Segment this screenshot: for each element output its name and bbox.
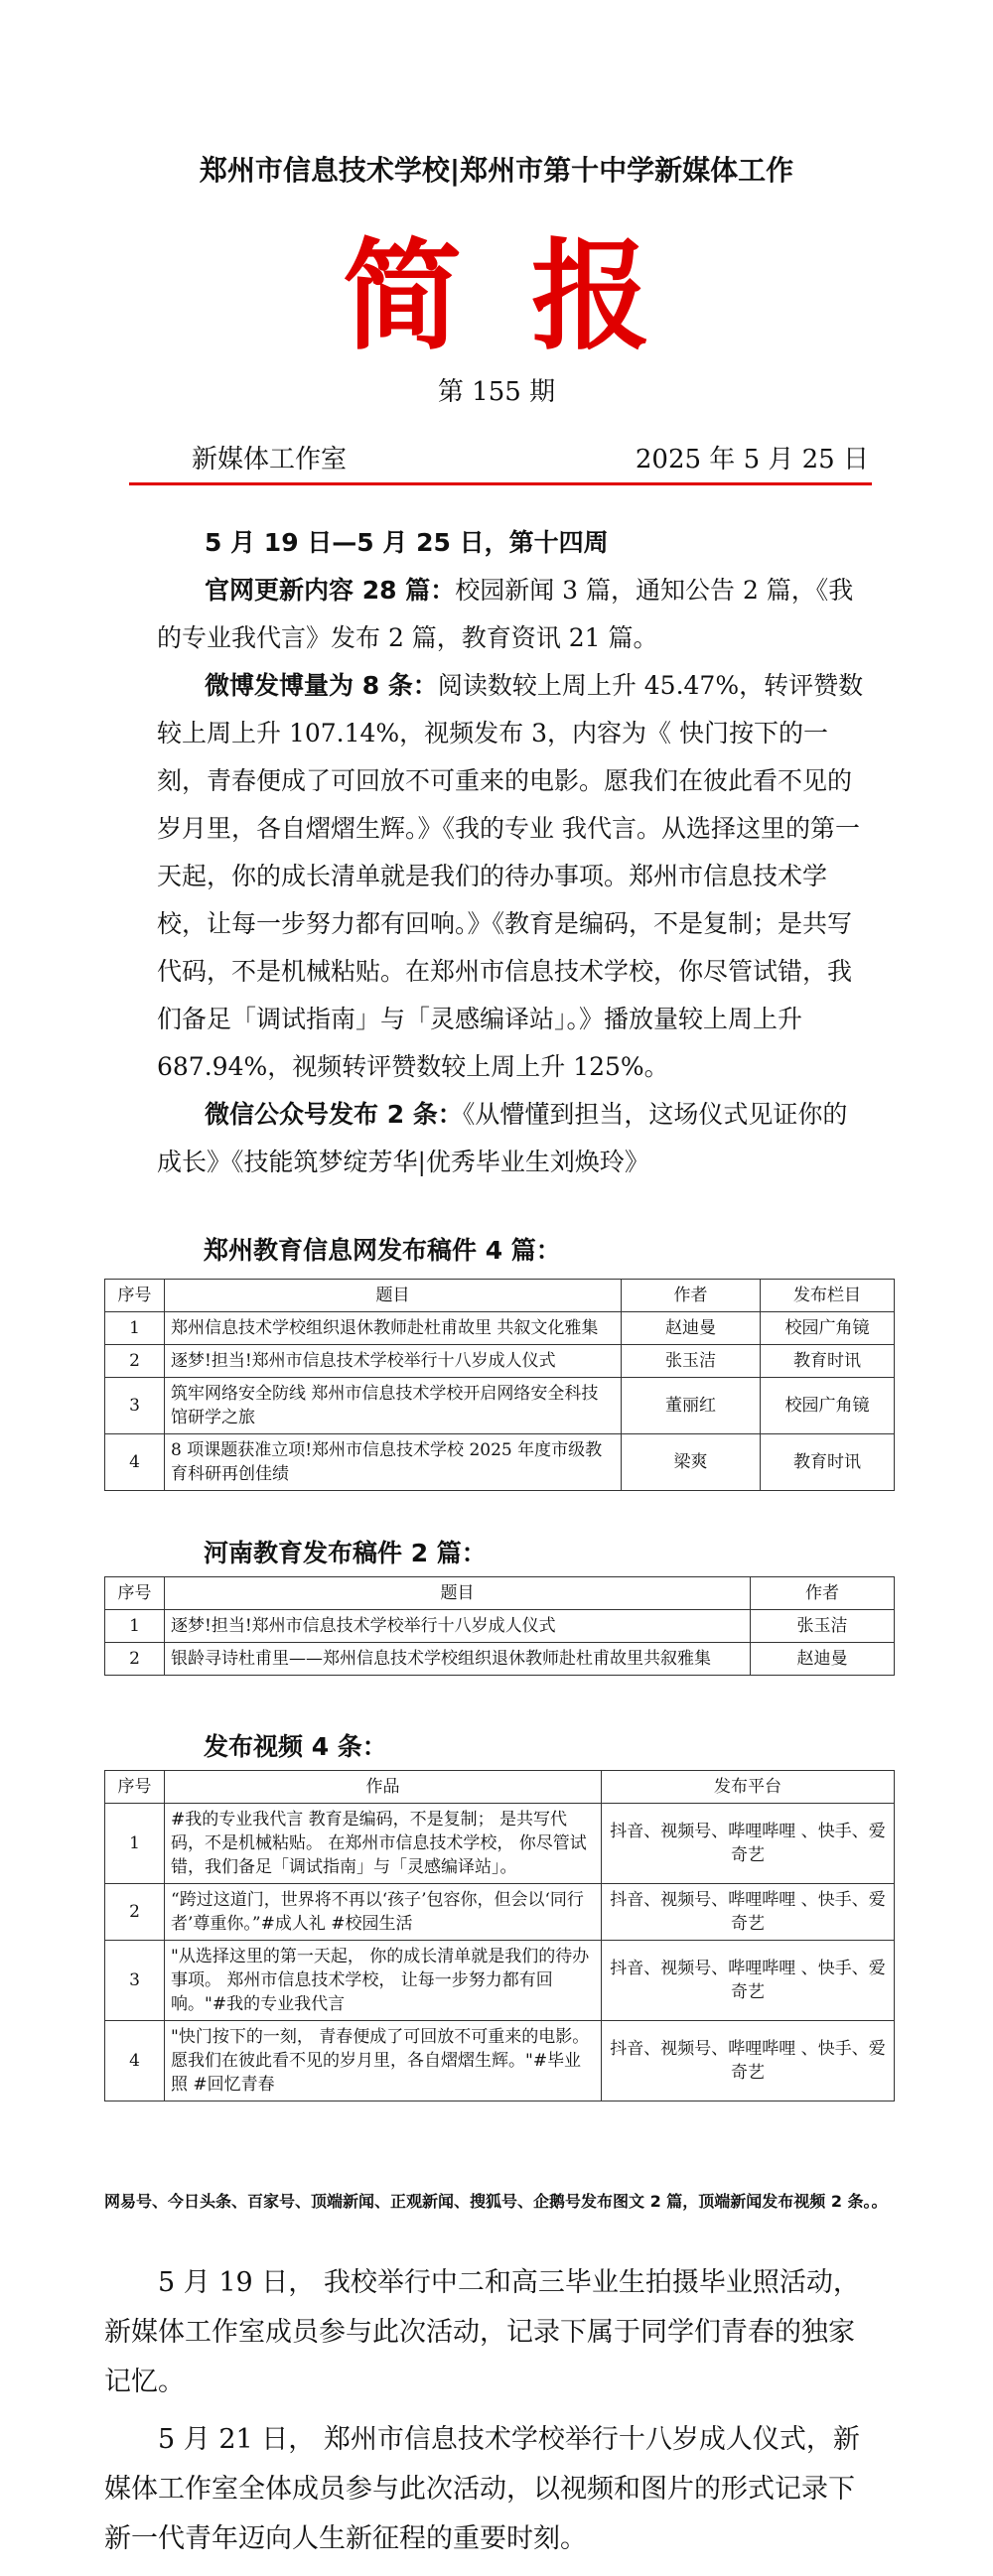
table-row — [105, 2021, 895, 2101]
weibo-label: 微博发博量为 8 条： — [205, 671, 438, 700]
cell-index: 4 — [105, 2021, 165, 2101]
cell-title: 逐梦!担当!郑州市信息技术学校举行十八岁成人仪式 — [165, 1610, 751, 1643]
table-row — [105, 1345, 895, 1378]
wechat-label: 微信公众号发布 2 条： — [205, 1100, 463, 1129]
table-header-row — [105, 1577, 895, 1610]
events-section — [104, 2258, 879, 2572]
wechat-paragraph — [157, 1091, 872, 1186]
red-divider — [129, 482, 872, 485]
cell-index: 2 — [105, 1884, 165, 1941]
publish-date: 2025 年 5 月 25 日 — [635, 445, 869, 475]
table-row — [105, 1884, 895, 1941]
column-header: 题目 — [165, 1577, 751, 1610]
table-header-row — [105, 1771, 895, 1804]
event-paragraph: 5 月 19 日， 我校举行中二和高三毕业生拍摄毕业照活动，新媒体工作室成员参与此次活动，记录下属于同学们青春的独家记忆。 — [104, 2267, 860, 2397]
cell-author: 张玉洁 — [622, 1345, 761, 1378]
table2 — [104, 1576, 895, 1676]
org-title: 郑州市信息技术学校|郑州市第十中学新媒体工作 — [199, 154, 794, 187]
column-header: 发布平台 — [602, 1771, 895, 1804]
cell-author: 赵迪曼 — [622, 1312, 761, 1345]
week-heading: 5 月 19 日—5 月 25 日，第十四周 — [205, 528, 609, 557]
table1 — [104, 1279, 895, 1491]
cell-title: 筑牢网络安全防线 郑州市信息技术学校开启网络安全科技馆研学之旅 — [165, 1378, 622, 1434]
platform-note: 网易号、今日头条、百家号、顶端新闻、正观新闻、搜狐号、企鹅号发布图文 2 篇，顶端新闻发布视频 2 条。。 — [104, 2192, 888, 2211]
cell-column: 校园广角镜 — [761, 1378, 895, 1434]
issue-number: 第 155 期 — [437, 377, 556, 407]
table-row — [105, 1941, 895, 2021]
column-header: 序号 — [105, 1577, 165, 1610]
cell-author: 董丽红 — [622, 1378, 761, 1434]
cell-work: #我的专业我代言 教育是编码，不是复制； 是共写代码，不是机械粘贴。 在郑州市信息技术学校， 你尽管试错，我们备足「调试指南」与「灵感编译站」。 — [165, 1804, 602, 1884]
cell-column: 教育时讯 — [761, 1434, 895, 1491]
table1-title: 郑州教育信息网发布稿件 4 篇： — [204, 1236, 561, 1265]
table2-title: 河南教育发布稿件 2 篇： — [204, 1539, 487, 1567]
cell-title: 郑州信息技术学校组织退休教师赴杜甫故里 共叙文化雅集 — [165, 1312, 622, 1345]
table-row — [105, 1804, 895, 1884]
site-text: 校园新闻 3 篇，通知公告 2 篇，《我的专业我代言》发布 2 篇，教育资讯 21 篇。 — [157, 576, 854, 652]
weibo-text: 阅读数较上周上升 45.47%，转评赞数较上周上升 107.14%，视频发布 3，内容为《 快门按下的一刻，青春便成了可回放不可重来的电影。愿我们在彼此看不见的岁月里，各自熠熠生辉。》《我的专业 我代言。从选择这里的第一天起，你的成长清单就是我们的待办事项。郑州市信息技术学校，让每一步努力都有回响。》《教育是编码，不是复制；是共写代码，不是机械粘贴。在郑州市信息技术学校，你尽管试错，我们备足「调试指南」与「灵感编译站」。》播放量较上周上升 687.94%，视频转评赞数较上周上升 125%。 — [157, 671, 864, 1081]
cell-column: 校园广角镜 — [761, 1312, 895, 1345]
cell-platform: 抖音、视频号、哔哩哔哩 、快手、爱奇艺 — [602, 1884, 895, 1941]
cell-index: 2 — [105, 1643, 165, 1676]
table-row — [105, 1610, 895, 1643]
table3 — [104, 1770, 895, 2101]
weibo-paragraph — [157, 662, 872, 1091]
site-paragraph — [157, 567, 872, 662]
table-row — [105, 1378, 895, 1434]
cell-index: 4 — [105, 1434, 165, 1491]
column-header: 序号 — [105, 1280, 165, 1312]
cell-work: "快门按下的一刻， 青春便成了可回放不可重来的电影。愿我们在彼此看不见的岁月里，各自熠熠生辉。"#毕业照 #回忆青春 — [165, 2021, 602, 2101]
cell-index: 1 — [105, 1312, 165, 1345]
column-header: 发布栏目 — [761, 1280, 895, 1312]
masthead-title: 简报 — [343, 228, 720, 366]
cell-title: 8 项课题获准立项!郑州市信息技术学校 2025 年度市级教育科研再创佳绩 — [165, 1434, 622, 1491]
event-paragraph: 5 月 21 日， 郑州市信息技术学校举行十八岁成人仪式，新媒体工作室全体成员参与此次活动，以视频和图片的形式记录下新一代青年迈向人生新征程的重要时刻。 — [104, 2424, 860, 2554]
cell-platform: 抖音、视频号、哔哩哔哩 、快手、爱奇艺 — [602, 1804, 895, 1884]
studio-name: 新媒体工作室 — [192, 445, 348, 475]
cell-index: 3 — [105, 1378, 165, 1434]
column-header: 作者 — [751, 1577, 895, 1610]
table-row — [105, 1312, 895, 1345]
table-row — [105, 1643, 895, 1676]
cell-index: 1 — [105, 1804, 165, 1884]
column-header: 序号 — [105, 1771, 165, 1804]
column-header: 作者 — [622, 1280, 761, 1312]
cell-index: 3 — [105, 1941, 165, 2021]
cell-work: "从选择这里的第一天起， 你的成长清单就是我们的待办事项。 郑州市信息技术学校， 让每一步努力都有回响。"#我的专业我代言 — [165, 1941, 602, 2021]
wechat-text: 《从懵懂到担当，这场仪式见证你的成长》《技能筑梦绽芳华|优秀毕业生刘焕玲》 — [157, 1100, 848, 1176]
column-header: 题目 — [165, 1280, 622, 1312]
table3-title: 发布视频 4 条： — [204, 1732, 387, 1761]
cell-index: 2 — [105, 1345, 165, 1378]
site-label: 官网更新内容 28 篇： — [205, 576, 456, 605]
table-header-row — [105, 1280, 895, 1312]
table-row — [105, 1434, 895, 1491]
cell-title: 逐梦!担当!郑州市信息技术学校举行十八岁成人仪式 — [165, 1345, 622, 1378]
cell-platform: 抖音、视频号、哔哩哔哩 、快手、爱奇艺 — [602, 2021, 895, 2101]
cell-title: 银龄寻诗杜甫里——郑州信息技术学校组织退休教师赴杜甫故里共叙雅集 — [165, 1643, 751, 1676]
cell-platform: 抖音、视频号、哔哩哔哩 、快手、爱奇艺 — [602, 1941, 895, 2021]
cell-author: 赵迪曼 — [751, 1643, 895, 1676]
column-header: 作品 — [165, 1771, 602, 1804]
cell-column: 教育时讯 — [761, 1345, 895, 1378]
cell-index: 1 — [105, 1610, 165, 1643]
cell-author: 张玉洁 — [751, 1610, 895, 1643]
cell-work: “跨过这道门，世界将不再以‘孩子’包容你，但会以‘同行者’尊重你。”#成人礼 #校园生活 — [165, 1884, 602, 1941]
summary-section — [157, 519, 872, 1186]
cell-author: 梁爽 — [622, 1434, 761, 1491]
